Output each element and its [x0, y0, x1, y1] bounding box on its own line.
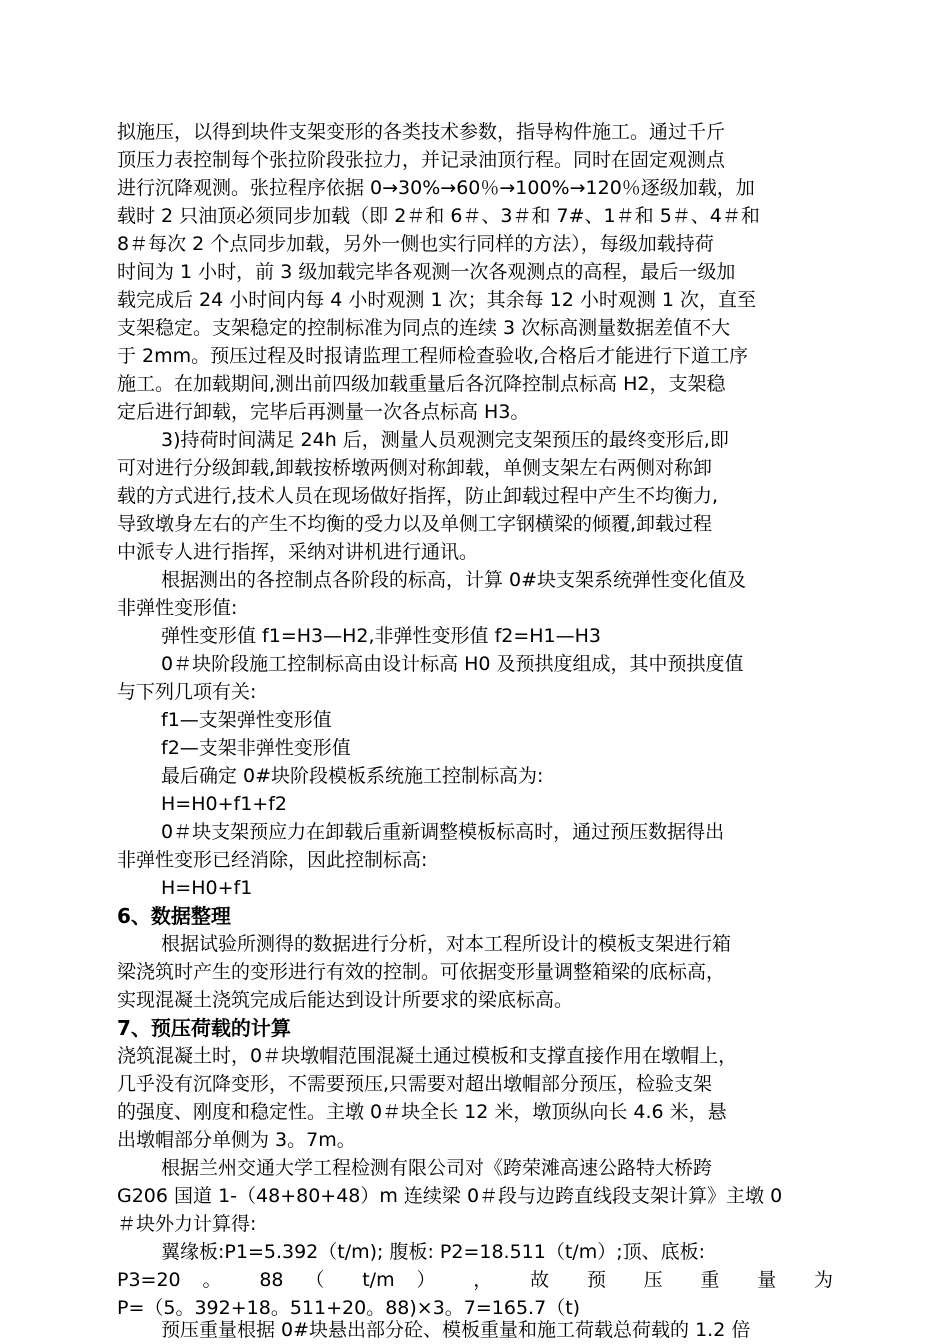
text-line: 非弹性变形已经消除，因此控制标高:	[117, 849, 428, 871]
text-line: 支架稳定。支架稳定的控制标准为同点的连续 3 次标高测量数据差值不大	[117, 317, 731, 339]
text-line: ＃块外力计算得:	[117, 1213, 257, 1235]
text-line: 与下列几项有关:	[117, 681, 257, 703]
text-line: f1—支架弹性变形值	[161, 709, 332, 731]
text-line: 3)持荷时间满足 24h 后，测量人员观测完支架预压的最终变形后,即	[161, 429, 729, 451]
text-line: 进行沉降观测。张拉程序依据 0→30%→60％→100%→120％逐级加载，加	[117, 177, 755, 199]
section-heading: 6、数据整理	[117, 904, 231, 928]
text-line: 几乎没有沉降变形，不需要预压,只需要对超出墩帽部分预压，检验支架	[117, 1073, 713, 1095]
text-line: 中派专人进行指挥，采纳对讲机进行通讯。	[117, 541, 479, 563]
text-line: 导致墩身左右的产生不均衡的受力以及单侧工字钢横梁的倾覆,卸载过程	[117, 513, 713, 535]
text-line: 非弹性变形值:	[117, 597, 238, 619]
text-line: 载完成后 24 小时间内每 4 小时观测 1 次；其余每 12 小时观测 1 次，直至	[117, 289, 757, 311]
text-line: 时间为 1 小时，前 3 级加载完毕各观测一次各观测点的高程，最后一级加	[117, 261, 736, 283]
text-line: 翼缘板:P1=5.392（t/m); 腹板: P2=18.511（t/m）;顶、底板:	[161, 1241, 706, 1263]
text-line: 0＃块支架预应力在卸载后重新调整模板标高时，通过预压数据得出	[161, 821, 725, 843]
text-line: 拟施压，以得到块件支架变形的各类技术参数，指导构件施工。通过千斤	[117, 121, 726, 143]
text-line: 的强度、刚度和稳定性。主墩 0＃块全长 12 米，墩顶纵向长 4.6 米，悬	[117, 1101, 727, 1123]
text-line: 于 2mm。预压过程及时报请监理工程师检查验收,合格后才能进行下道工序	[117, 345, 749, 367]
text-line: f2—支架非弹性变形值	[161, 737, 351, 759]
text-line: 预压重量根据 0#块悬出部分砼、模板重量和施工荷载总荷载的 1.2 倍	[161, 1319, 751, 1341]
text-line: 8＃每次 2 个点同步加载，另外一侧也实行同样的方法），每级加载持荷	[117, 233, 714, 255]
text-line: 根据试验所测得的数据进行分析，对本工程所设计的模板支架进行箱	[161, 933, 732, 955]
text-line: P=（5。392+18。511+20。88)×3。7=165.7（t)	[117, 1297, 581, 1319]
text-line: P3=20 。 88 （ t/m ） ， 故 预 压 重 量 为	[117, 1269, 833, 1291]
section-heading: 7、预压荷载的计算	[117, 1016, 291, 1040]
text-line: H=H0+f1+f2	[161, 793, 287, 815]
text-line: 定后进行卸载，完毕后再测量一次各点标高 H3。	[117, 401, 530, 423]
text-line: 梁浇筑时产生的变形进行有效的控制。可依据变形量调整箱梁的底标高，	[117, 961, 726, 983]
text-line: 根据兰州交通大学工程检测有限公司对《跨荣滩高速公路特大桥跨	[161, 1157, 713, 1179]
text-line: 实现混凝土浇筑完成后能达到设计所要求的梁底标高。	[117, 989, 574, 1011]
text-line: 根据测出的各控制点各阶段的标高，计算 0#块支架系统弹性变化值及	[161, 569, 747, 591]
text-line: 出墩帽部分单侧为 3。7m。	[117, 1129, 356, 1151]
text-line: 浇筑混凝土时，0＃块墩帽范围混凝土通过模板和支撑直接作用在墩帽上，	[117, 1045, 738, 1067]
text-line: 弹性变形值 f1=H3—H2,非弹性变形值 f2=H1—H3	[161, 625, 602, 647]
text-line: 载的方式进行,技术人员在现场做好指挥，防止卸载过程中产生不均衡力,	[117, 485, 719, 507]
text-line: H=H0+f1	[161, 877, 253, 899]
text-line: 0＃块阶段施工控制标高由设计标高 H0 及预拱度组成，其中预拱度值	[161, 653, 744, 675]
text-line: 顶压力表控制每个张拉阶段张拉力，并记录油顶行程。同时在固定观测点	[117, 149, 726, 171]
text-line: 载时 2 只油顶必须同步加载（即 2＃和 6＃、3＃和 7#、1＃和 5＃、4＃和	[117, 205, 760, 227]
text-line: 施工。在加载期间,测出前四级加载重量后各沉降控制点标高 H2，支架稳	[117, 373, 726, 395]
text-line: G206 国道 1-（48+80+48）m 连续梁 0＃段与边跨直线段支架计算》主墩 0	[117, 1185, 783, 1207]
text-line: 最后确定 0#块阶段模板系统施工控制标高为:	[161, 765, 544, 787]
text-line: 可对进行分级卸载,卸载按桥墩两侧对称卸载，单侧支架左右两侧对称卸	[117, 457, 713, 479]
